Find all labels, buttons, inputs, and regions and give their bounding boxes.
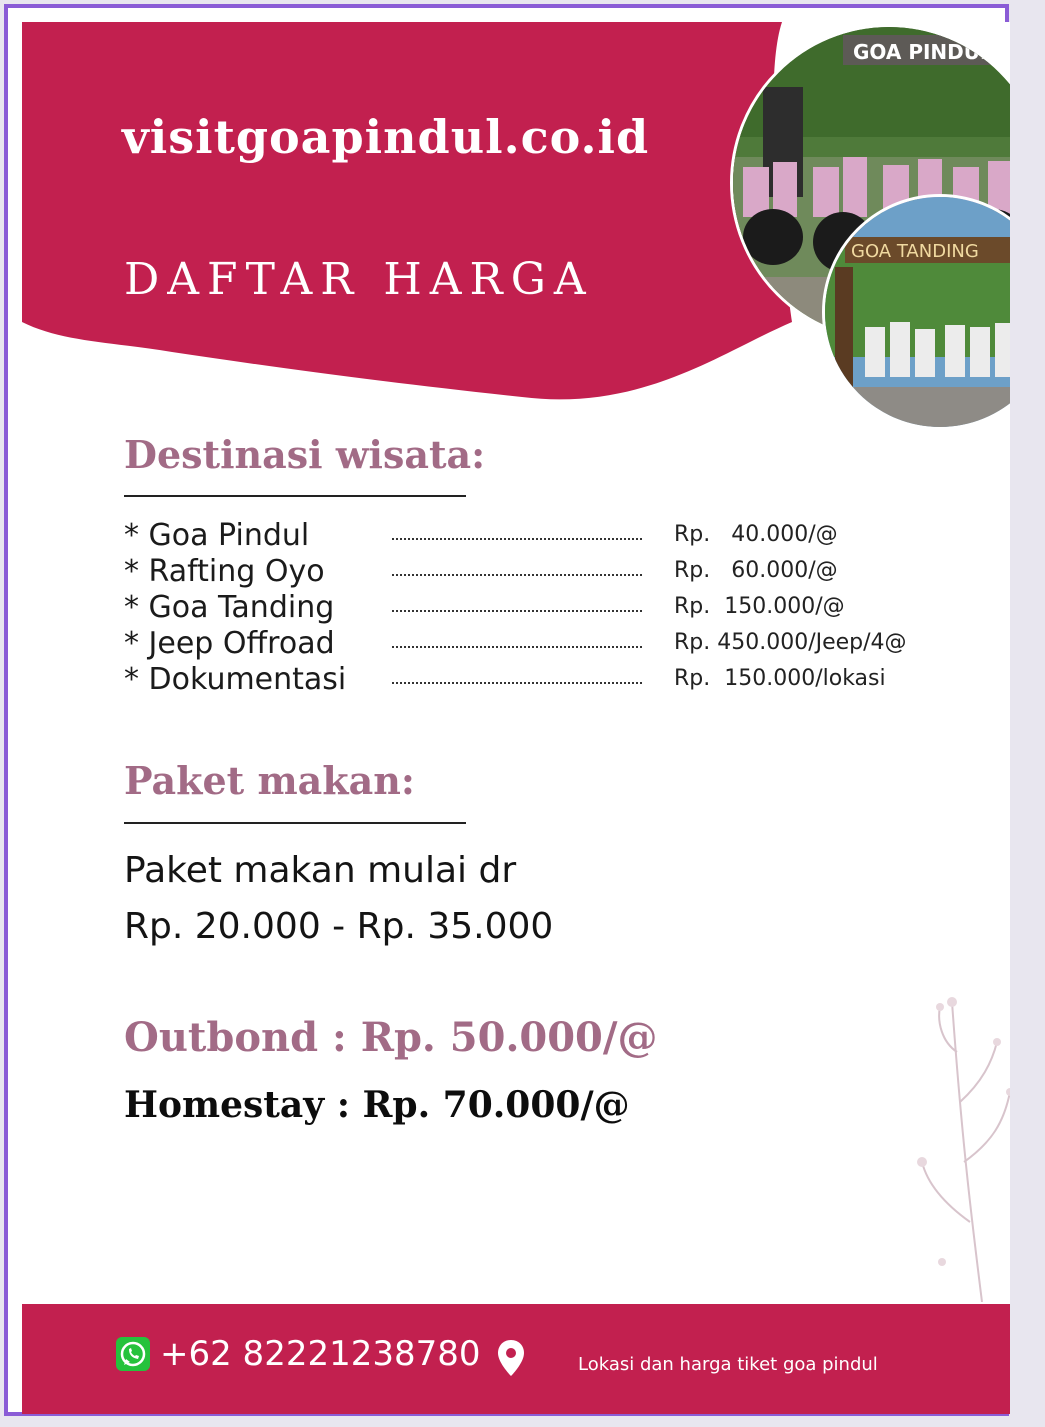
footer-note: Lokasi dan harga tiket goa pindul	[578, 1354, 878, 1375]
item-price: Rp. 150.000/lokasi	[674, 666, 886, 691]
list-item	[124, 662, 944, 698]
item-price: Rp. 450.000/Jeep/4@	[674, 630, 907, 655]
location-pin-icon[interactable]	[496, 1338, 526, 1378]
destinations-heading: Destinasi wisata:	[124, 432, 486, 477]
dot-leader	[392, 538, 642, 540]
item-label: * Rafting Oyo	[124, 554, 325, 589]
flyer-frame	[4, 4, 1009, 1416]
item-label: * Goa Tanding	[124, 590, 335, 625]
destinations-rule	[124, 495, 466, 497]
photo-2-sign: GOA TANDING	[851, 241, 979, 262]
dot-leader	[392, 574, 642, 576]
page-title: DAFTAR HARGA	[124, 254, 594, 305]
dot-leader	[392, 646, 642, 648]
list-item	[124, 518, 944, 554]
item-label: * Dokumentasi	[124, 662, 347, 697]
list-item	[124, 554, 944, 590]
homestay-price: Homestay : Rp. 70.000/@	[124, 1084, 630, 1126]
item-label: * Goa Pindul	[124, 518, 310, 553]
meal-line-2: Rp. 20.000 - Rp. 35.000	[124, 906, 554, 947]
price-flyer	[22, 22, 1010, 1414]
whatsapp-icon[interactable]	[116, 1337, 150, 1371]
item-price: Rp. 40.000/@	[674, 522, 838, 547]
item-label: * Jeep Offroad	[124, 626, 335, 661]
list-item	[124, 590, 944, 626]
outbond-price: Outbond : Rp. 50.000/@	[124, 1014, 658, 1061]
meal-line-1: Paket makan mulai dr	[124, 850, 517, 891]
item-price: Rp. 150.000/@	[674, 594, 845, 619]
list-item	[124, 626, 944, 662]
meals-heading: Paket makan:	[124, 758, 415, 803]
phone-number[interactable]: +62 82221238780	[160, 1334, 481, 1374]
footer-bar	[22, 1304, 1010, 1414]
meals-rule	[124, 822, 466, 824]
photo-1-sign: GOA PINDUL	[853, 40, 993, 64]
item-price: Rp. 60.000/@	[674, 558, 838, 583]
floral-decoration	[912, 982, 1010, 1302]
site-url: visitgoapindul.co.id	[122, 110, 650, 164]
dot-leader	[392, 682, 642, 684]
dot-leader	[392, 610, 642, 612]
